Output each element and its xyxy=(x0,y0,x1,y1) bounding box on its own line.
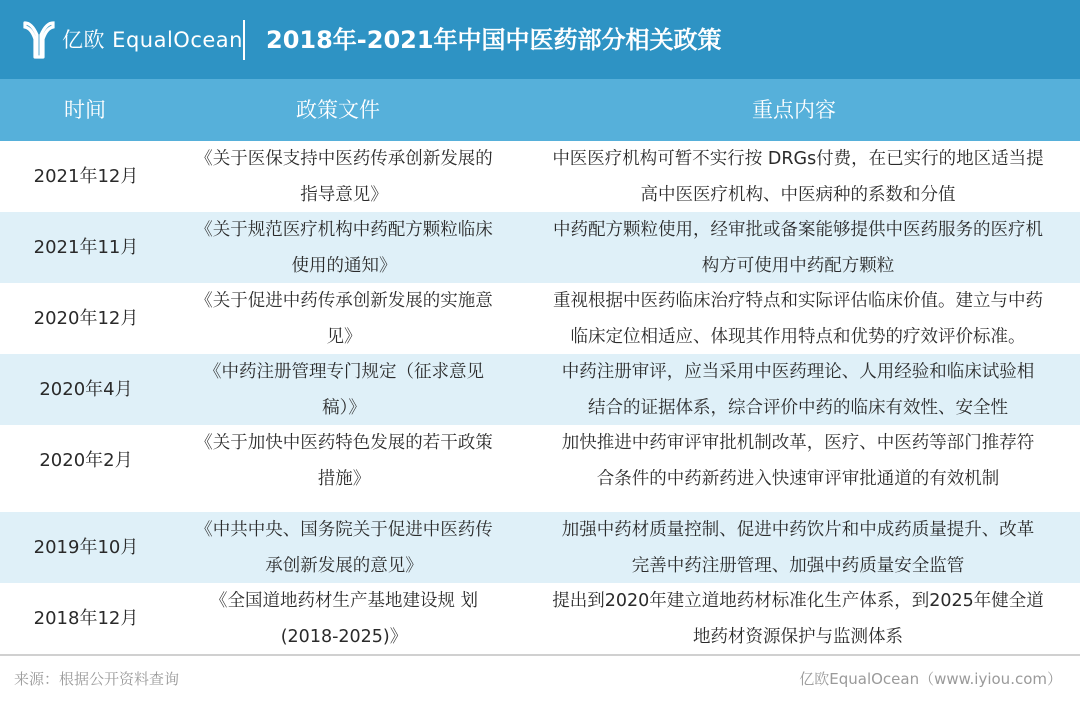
page-title: 2018年-2021年中国中医药部分相关政策 xyxy=(266,26,722,54)
table-row xyxy=(0,283,1080,354)
title-bar xyxy=(0,0,1080,79)
cell-policy-document: 《中共中央、国务院关于促进中医药传 承创新发展的意见》 xyxy=(195,519,493,576)
cell-time: 2019年10月 xyxy=(33,536,139,558)
cell-key-content: 加快推进中药审评审批机制改革，医疗、中医药等部门推荐符 合条件的中药新药进入快速审评审批通道的有效机制 xyxy=(561,432,1035,489)
equalocean-logo-icon xyxy=(22,19,56,59)
cell-time: 2021年11月 xyxy=(33,236,139,258)
column-header-policy-document: 政策文件 xyxy=(296,98,380,122)
cell-time: 2018年12月 xyxy=(33,607,139,629)
source-note: 来源：根据公开资料查询 xyxy=(14,670,180,688)
brand-name: 亿欧 EqualOcean xyxy=(62,28,243,52)
table-bottom-rule xyxy=(0,654,1080,656)
brand-logo xyxy=(22,18,243,60)
table-header xyxy=(0,79,1080,141)
table-row xyxy=(0,425,1080,496)
cell-policy-document: 《关于医保支持中医药传承创新发展的 指导意见》 xyxy=(195,148,493,205)
cell-time: 2020年4月 xyxy=(39,378,133,400)
table-row xyxy=(0,354,1080,425)
table-row xyxy=(0,141,1080,212)
table-row xyxy=(0,212,1080,283)
cell-time: 2020年2月 xyxy=(39,449,133,471)
cell-policy-document: 《全国道地药材生产基地建设规 划 (2018-2025)》 xyxy=(209,590,479,647)
table-row xyxy=(0,583,1080,654)
column-header-key-content: 重点内容 xyxy=(752,98,836,122)
credit-note: 亿欧EqualOcean（www.iyiou.com） xyxy=(799,670,1062,688)
cell-key-content: 中医医疗机构可暂不实行按 DRGs付费，在已实行的地区适当提 高中医医疗机构、中医病种的系数和分值 xyxy=(552,148,1044,205)
cell-key-content: 加强中药材质量控制、促进中药饮片和中成药质量提升、改革 完善中药注册管理、加强中药质量安全监管 xyxy=(561,519,1035,576)
cell-time: 2020年12月 xyxy=(33,307,139,329)
cell-key-content: 重视根据中医药临床治疗特点和实际评估临床价值。建立与中药 临床定位相适应、体现其作用特点和优势的疗效评价标准。 xyxy=(553,290,1043,347)
cell-policy-document: 《关于规范医疗机构中药配方颗粒临床 使用的通知》 xyxy=(195,219,493,276)
table-row xyxy=(0,512,1080,583)
cell-policy-document: 《中药注册管理专门规定（征求意见 稿）》 xyxy=(204,361,484,418)
cell-policy-document: 《关于加快中医药特色发展的若干政策 措施》 xyxy=(195,432,493,489)
cell-time: 2021年12月 xyxy=(33,165,139,187)
header-divider xyxy=(243,20,245,60)
column-header-time: 时间 xyxy=(64,98,106,122)
cell-key-content: 中药配方颗粒使用，经审批或备案能够提供中医药服务的医疗机 构方可使用中药配方颗粒 xyxy=(553,219,1043,276)
cell-key-content: 提出到2020年建立道地药材标准化生产体系，到2025年健全道 地药材资源保护与监测体系 xyxy=(552,590,1044,647)
cell-key-content: 中药注册审评，应当采用中医药理论、人用经验和临床试验相 结合的证据体系，综合评价中药的临床有效性、安全性 xyxy=(561,361,1035,418)
cell-policy-document: 《关于促进中药传承创新发展的实施意 见》 xyxy=(195,290,493,347)
